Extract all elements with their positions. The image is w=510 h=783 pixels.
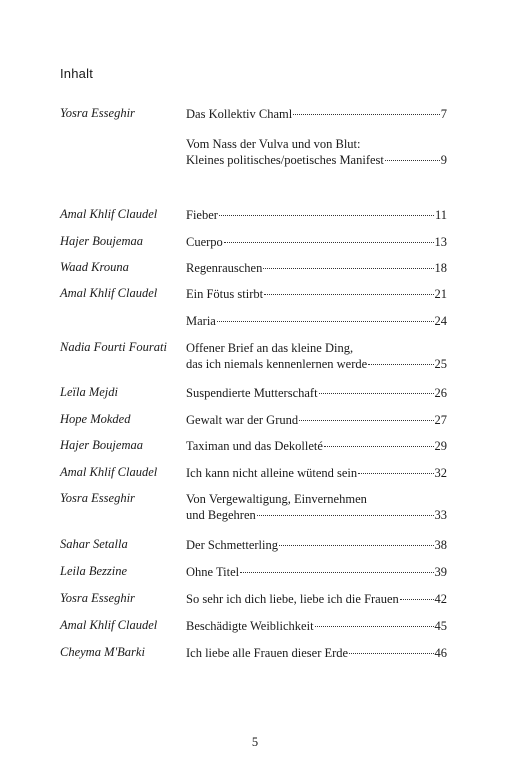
toc-title: und Begehren	[186, 508, 256, 522]
toc-title: Taximan und das Dekolleté	[186, 439, 323, 453]
toc-title-line	[186, 356, 447, 372]
toc-title: Ein Fötus stirbt	[186, 287, 264, 301]
toc-page-number: 27	[434, 413, 447, 427]
toc-title: Vom Nass der Vulva und von Blut:	[186, 137, 361, 151]
toc-title-line	[186, 136, 447, 152]
toc-title: das ich niemals kennenlernen werde	[186, 357, 368, 371]
toc-page-number: 46	[434, 646, 447, 660]
page-number: 5	[251, 735, 259, 749]
toc-title-line	[186, 207, 447, 223]
dot-leader	[368, 363, 433, 365]
dot-leader	[217, 320, 434, 322]
toc-title-line	[186, 234, 447, 250]
toc-author: Waad Krouna	[60, 260, 129, 274]
toc-title-block	[186, 618, 447, 634]
dot-leader	[264, 293, 433, 295]
dot-leader	[279, 544, 434, 546]
toc-page-number: 38	[434, 538, 447, 552]
toc-title: Suspendierte Mutterschaft	[186, 386, 318, 400]
toc-page-number: 33	[434, 508, 447, 522]
toc-page-number: 18	[434, 261, 447, 275]
toc-title-line	[186, 618, 447, 634]
toc-title-block	[186, 645, 447, 661]
dot-leader	[324, 445, 434, 447]
toc-author: Yosra Esseghir	[60, 591, 135, 605]
toc-title-line	[186, 286, 447, 302]
toc-title-line	[186, 465, 447, 481]
toc-page-number: 13	[434, 235, 447, 249]
toc-page-number: 42	[434, 592, 447, 606]
toc-title-line	[186, 491, 447, 507]
toc-title-block	[186, 385, 447, 401]
dot-leader	[319, 392, 434, 394]
toc-title-block	[186, 136, 447, 168]
toc-title-block	[186, 491, 447, 523]
toc-author: Hajer Boujemaa	[60, 438, 143, 452]
toc-title-block	[186, 340, 447, 372]
toc-title: Offener Brief an das kleine Ding,	[186, 341, 354, 355]
dot-leader	[299, 419, 433, 421]
toc-heading: Inhalt	[60, 66, 94, 81]
toc-title-block	[186, 207, 447, 223]
toc-title: Beschädigte Weiblichkeit	[186, 619, 314, 633]
toc-page-number: 32	[434, 466, 447, 480]
toc-title: Maria	[186, 314, 216, 328]
toc-title-line	[186, 152, 447, 168]
toc-page-number: 21	[434, 287, 447, 301]
dot-leader	[385, 159, 440, 161]
toc-author: Amal Khlif Claudel	[60, 286, 158, 300]
toc-title: Ich kann nicht alleine wütend sein	[186, 466, 358, 480]
toc-title-block	[186, 438, 447, 454]
dot-leader	[224, 241, 434, 243]
toc-title-line	[186, 507, 447, 523]
toc-page-number: 45	[434, 619, 447, 633]
toc-page-number: 7	[440, 107, 447, 121]
toc-author: Hope Mokded	[60, 412, 131, 426]
toc-title-line	[186, 591, 447, 607]
dot-leader	[315, 625, 434, 627]
dot-leader	[263, 267, 433, 269]
toc-author: Yosra Esseghir	[60, 106, 135, 120]
toc-title-line	[186, 645, 447, 661]
toc-page-number: 26	[434, 386, 447, 400]
toc-page-number: 25	[434, 357, 447, 371]
toc-author: Amal Khlif Claudel	[60, 465, 158, 479]
toc-title-block	[186, 412, 447, 428]
toc-page-number: 29	[434, 439, 447, 453]
toc-title-line	[186, 340, 447, 356]
toc-author: Yosra Esseghir	[60, 491, 135, 505]
toc-title: Ich liebe alle Frauen dieser Erde	[186, 646, 349, 660]
toc-title: Der Schmetterling	[186, 538, 278, 552]
toc-title-block	[186, 591, 447, 607]
toc-title-line	[186, 412, 447, 428]
dot-leader	[400, 598, 434, 600]
toc-title: Das Kollektiv Chaml	[186, 107, 293, 121]
dot-leader	[257, 514, 434, 516]
toc-title: Ohne Titel	[186, 565, 240, 579]
toc-author: Amal Khlif Claudel	[60, 207, 158, 221]
toc-title: Von Vergewaltigung, Einvernehmen	[186, 492, 367, 506]
toc-title-line	[186, 564, 447, 580]
toc-title-block	[186, 286, 447, 302]
dot-leader	[240, 571, 433, 573]
toc-title-line	[186, 537, 447, 553]
toc-title-line	[186, 313, 447, 329]
toc-title: Cuerpo	[186, 235, 223, 249]
toc-page-number: 24	[434, 314, 447, 328]
toc-title-block	[186, 234, 447, 250]
toc-title: Fieber	[186, 208, 218, 222]
toc-title-block	[186, 465, 447, 481]
toc-title-block	[186, 313, 447, 329]
toc-page-number: 11	[434, 208, 447, 222]
toc-title-block	[186, 260, 447, 276]
toc-title-block	[186, 564, 447, 580]
toc-title-block	[186, 537, 447, 553]
toc-title: Regenrauschen	[186, 261, 263, 275]
toc-author: Leila Bezzine	[60, 564, 128, 578]
toc-author: Leïla Mejdi	[60, 385, 118, 399]
toc-title: Gewalt war der Grund	[186, 413, 299, 427]
toc-title-line	[186, 385, 447, 401]
toc-title: Kleines politisches/poetisches Manifest	[186, 153, 384, 167]
toc-page-number: 39	[434, 565, 447, 579]
dot-leader	[219, 214, 434, 216]
toc-title-line	[186, 106, 447, 122]
toc-author: Hajer Boujemaa	[60, 234, 143, 248]
toc-title: So sehr ich dich liebe, liebe ich die Frauen	[186, 592, 399, 606]
dot-leader	[293, 113, 440, 115]
toc-title-line	[186, 438, 447, 454]
toc-author: Amal Khlif Claudel	[60, 618, 158, 632]
dot-leader	[358, 472, 433, 474]
toc-author: Cheyma M'Barki	[60, 645, 145, 659]
toc-page-number: 9	[440, 153, 447, 167]
toc-author: Sahar Setalla	[60, 537, 128, 551]
dot-leader	[349, 652, 433, 654]
toc-title-line	[186, 260, 447, 276]
toc-title-block	[186, 106, 447, 122]
toc-author: Nadia Fourti Fourati	[60, 340, 167, 354]
